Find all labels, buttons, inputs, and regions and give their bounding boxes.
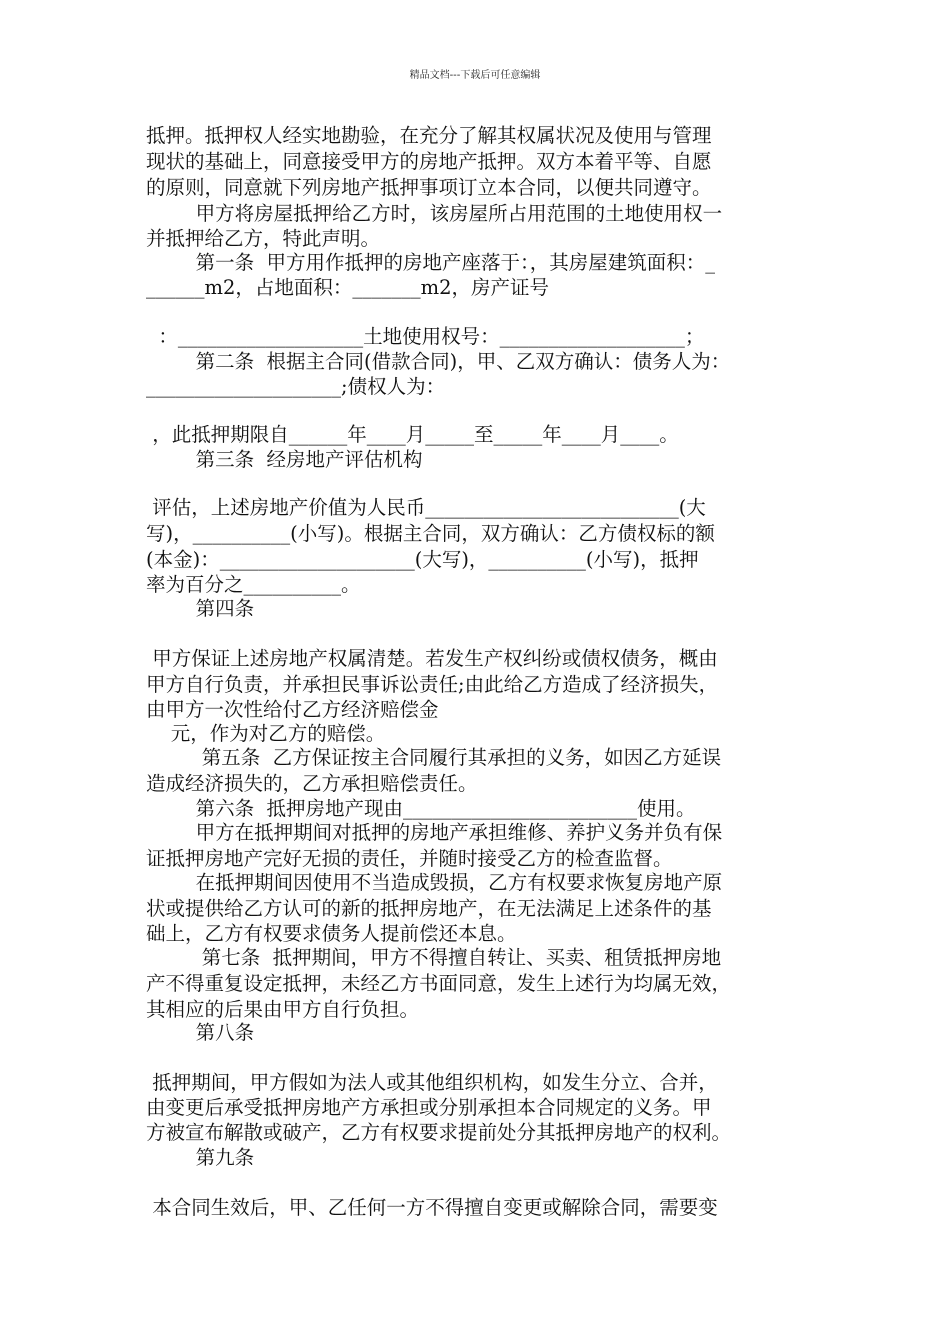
text-line: 第六条 抵押房地产现由________________________使用。	[146, 797, 696, 820]
text-line: 抵押期间，甲方假如为法人或其他组织机构，如发生分立、合并，	[146, 1071, 718, 1094]
text-line: 第四条	[146, 597, 255, 620]
text-line: 方被宣布解散或破产，乙方有权要求提前处分其抵押房地产的权利。	[146, 1121, 732, 1144]
text-line: 抵押。抵押权人经实地勘验，在充分了解其权属状况及使用与管理	[146, 124, 712, 147]
text-line: 的原则，同意就下列房地产抵押事项订立本合同，以便共同遵守。	[146, 176, 712, 199]
text-line: 率为百分之__________。	[146, 573, 361, 596]
text-line: 甲方在抵押期间对抵押的房地产承担维修、养护义务并负有保	[146, 821, 723, 844]
text-line: 甲方将房屋抵押给乙方时，该房屋所占用范围的土地使用权一	[146, 202, 723, 225]
text-line: 状或提供给乙方认可的新的抵押房地产，在无法满足上述条件的基	[146, 897, 712, 920]
text-line: 甲方自行负责，并承担民事诉讼责任;由此给乙方造成了经济损失，	[146, 673, 719, 696]
text-line: 本合同生效后，甲、乙任何一方不得擅自变更或解除合同，需要变	[146, 1196, 718, 1219]
text-line: (本金)：____________________(大写)，__________(小写)，抵押	[146, 548, 699, 571]
text-line: 现状的基础上，同意接受甲方的房地产抵押。双方本着平等、自愿	[146, 150, 712, 173]
text-line: 由变更后承受抵押房地产方承担或分别承担本合同规定的义务。甲	[146, 1096, 712, 1119]
text-line: 写)，__________(小写)。根据主合同，双方确认：乙方债权标的额	[146, 522, 715, 545]
text-line: 造成经济损失的，乙方承担赔偿责任。	[146, 772, 478, 795]
text-line: 础上，乙方有权要求债务人提前偿还本息。	[146, 922, 517, 945]
text-line: 在抵押期间因使用不当造成毁损，乙方有权要求恢复房地产原	[146, 871, 723, 894]
text-line: 第二条 根据主合同(借款合同)，甲、乙双方确认：债务人为：	[146, 350, 731, 373]
text-line: 甲方保证上述房地产权属清楚。若发生产权纠纷或债权债务，概由	[146, 647, 718, 670]
text-line: 第八条	[146, 1021, 255, 1044]
text-line: ：___________________土地使用权号：___________________；	[146, 325, 705, 348]
text-line: ______m2，占地面积：_______m2，房产证号	[146, 276, 550, 299]
text-line: 元，作为对乙方的赔偿。	[146, 722, 386, 745]
text-line: 第九条	[146, 1146, 255, 1169]
text-line: 第五条 乙方保证按主合同履行其承担的义务，如因乙方延误	[146, 746, 722, 769]
text-line: 由甲方一次性给付乙方经济赔偿金	[146, 698, 439, 721]
text-line: 第一条 甲方用作抵押的房地产座落于：，其房屋建筑面积：_	[146, 251, 715, 274]
text-line: 产不得重复设定抵押，未经乙方书面同意，发生上述行为均属无效，	[146, 972, 732, 995]
text-line: 并抵押给乙方，特此声明。	[146, 227, 381, 250]
text-line: 其相应的后果由甲方自行负担。	[146, 998, 420, 1021]
text-line: 证抵押房地产完好无损的责任，并随时接受乙方的检查监督。	[146, 847, 673, 870]
text-line: 评估，上述房地产价值为人民币__________________________(大	[146, 496, 706, 519]
text-line: ，此抵押期限自______年____月_____至_____年____月____。	[146, 423, 679, 446]
text-line: 第三条 经房地产评估机构	[146, 448, 423, 471]
text-line: ____________________;债权人为：	[146, 375, 446, 398]
page-header: 精品文档---下载后可任意编辑	[409, 70, 541, 81]
text-line: 第七条 抵押期间，甲方不得擅自转让、买卖、租赁抵押房地	[146, 946, 722, 969]
